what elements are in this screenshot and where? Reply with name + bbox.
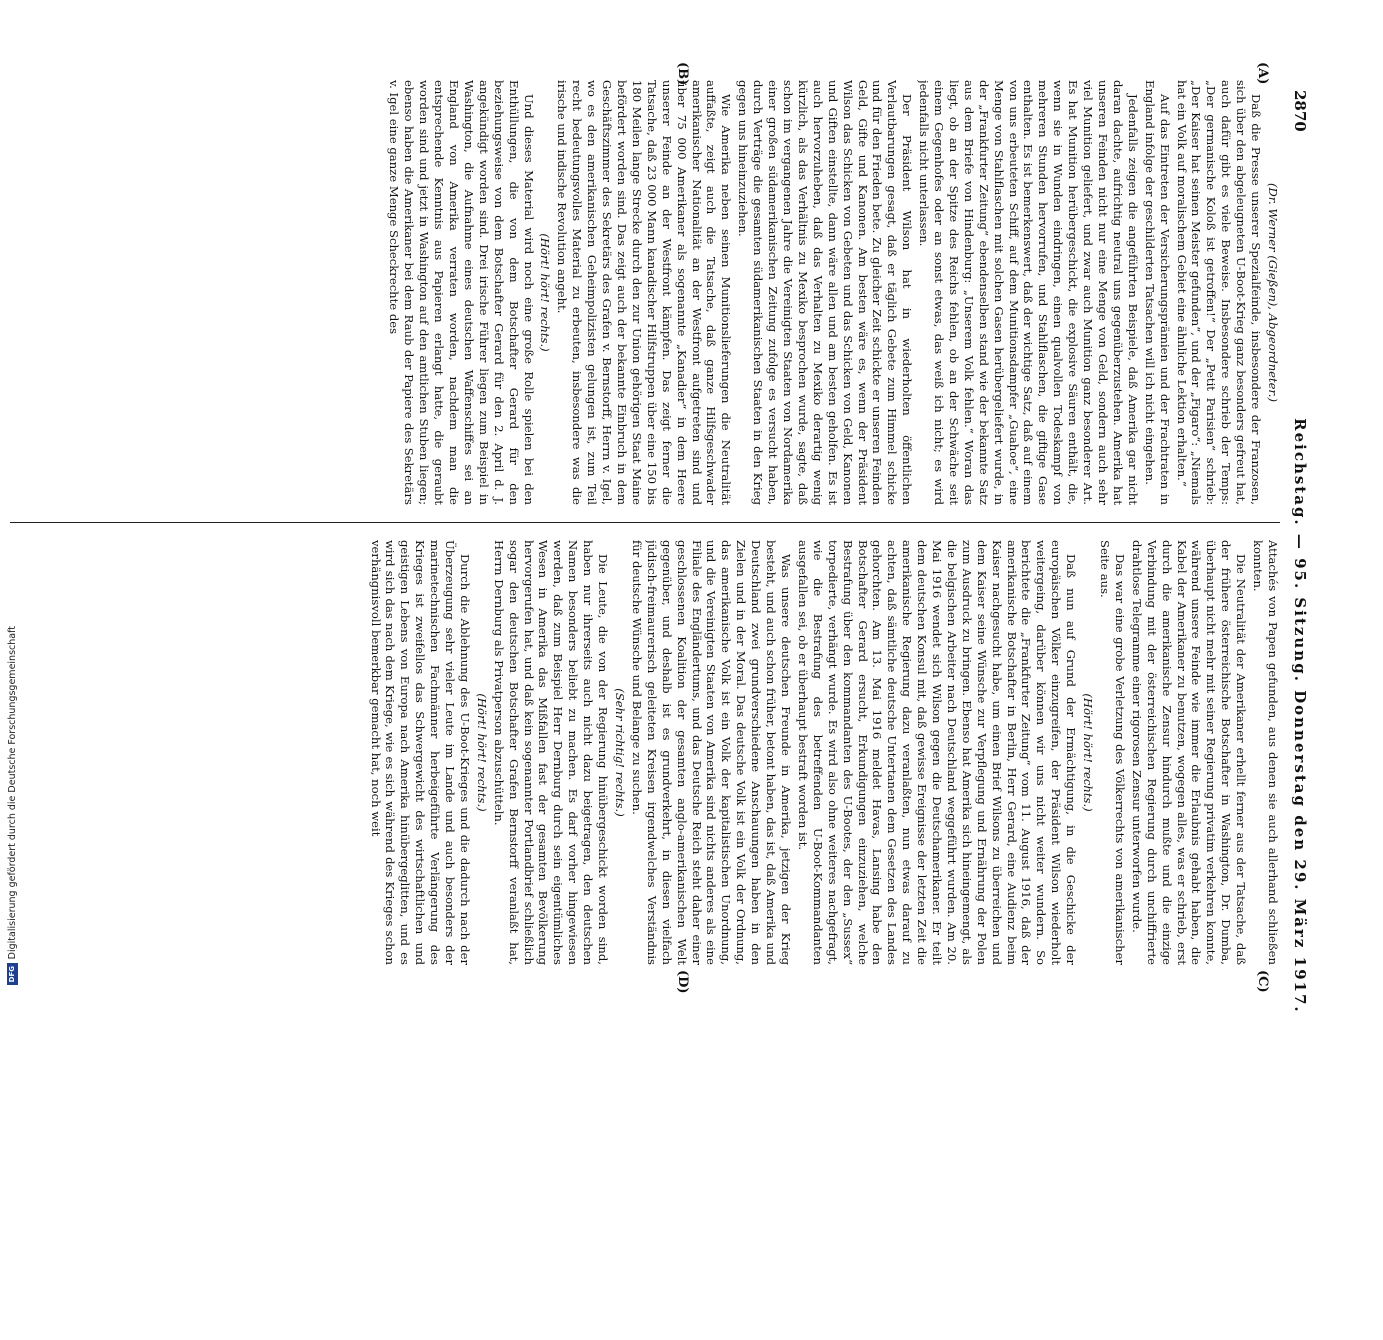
column-divider xyxy=(10,522,1280,523)
margin-marker-d: (D) xyxy=(675,970,690,994)
left-column xyxy=(10,80,1280,505)
right-column xyxy=(10,540,1280,965)
paragraph: Was unsere deutschen Freunde in Amerika, jetzigen der Krieg besteht, und auch schon früher, betont haben, das ist, daß Amerika und Deutschland zwei grundverschiedene Anschauungen haben in den Zielen und in der Moral. Das deutsche Volk ist ein Volk der Ordnung, das amerikanische Volk ist ein Volk der kapitalistischen Unordnung, und die Vereinigten Staaten von Amerika sind nichts anderes als eine Filiale des Engländertums, und das Deutsche Reich steht daher einer geschlossenen Koalition der gesamten anglo-amerikanischen Welt gegenüber, und deshalb ist es grundverkehrt, in diesen vielfach jüdisch-freimaurerisch geleiteten Kreisen irgendwelches Verständnis für deutsche Wünsche und Belange zu suchen. xyxy=(629,540,793,965)
paragraph: Wie Amerika neben seinen Munitionslieferungen die Neutralität auffaßte, zeigt auch die Tatsache, daß ganze Hilfsgeschwader amerikanischer Nationalität an der Westfront aufgetreten sind und über 75 000 Amerikaner als sogenannte „Kanadier“ in dem Heere unserer Feinde an der Westfront kämpfen. Das zeigt ferner die Tatsache, daß 23 000 Mann kanadischer Hilfstruppen über eine 150 bis 180 Meilen lange Strecke durch den zur Union gehörigen Staat Maine befördert worden sind. Das zeigt auch der bekannte Einbruch in dem Geschäftszimmer des Sekretärs des Grafen v. Bernstorff, Herrn v. Igel, wo es den amerikanischen Geheimpolizisten gelungen ist, zum Teil recht bedeutungsvolles Material zu erbeuten, insbesondere was die irische und indische Revolution angeht. xyxy=(555,80,734,505)
paragraph: Attachés von Papen gefunden, aus denen sie auch allerhand schließen konnten. xyxy=(1251,540,1280,965)
running-title: Reichstag. — 95. Sitzung. Donnerstag den 29. März 1917. xyxy=(1291,418,1309,1014)
paragraph: Daß die Presse unserer Spezialfeinde, insbesondere der Franzosen, sich über den abgeleugneten U-Boot-Krieg ganz besonders gefreut hat, auch dafür gibt es viele Beweise. Insbesondere schrieb der Temps: „Der germanische Koloß ist getroffen!“ Der „Petit Parisien“ schrieb: „Der Kaiser hat seinen Meister gefunden“, und der „Figaro“: „Niemals hat ein Volk auf moralischem Gebiet eine ähnliche Lektion erhalten.“ xyxy=(1174,80,1264,505)
dfg-logo-text: DFG xyxy=(8,965,16,983)
paragraph: Und dieses Material wird noch eine große Rolle spielen bei den Enthüllungen, die von dem Botschafter Gerard für den beziehungsweise von dem Botschafter Gerard für den 2. April d. J. angekündigt worden sind. Drei irische Führer liegen zum Beispiel in Washington, die Aufnahme eines deutschen Waffenschiffes sei an England von Amerika verraten worden, nachdem man die entsprechende Kenntnis aus Papieren erlangt hatte, die geraubt worden sind und jetzt in Washington auf den amtlichen Stuben liegen; ebenso haben die Amerikaner bei dem Raub der Papiere des Sekretärs v. Igel eine ganze Menge Scheckrechte des xyxy=(387,80,536,505)
page-header xyxy=(1288,90,1312,1340)
paragraph: Die Neutralität der Amerikaner erhellt ferner aus der Tatsache, daß der frühere österreichische Botschafter in Washington, Dr. Dumba, überhaupt nicht mehr mit seiner Regierung privatim verkehren konnte, während unsere Feinde wie immer die Erlaubnis gehabt haben, die Kabel der Amerikaner zu benutzen, wogegen alles, was er schrieb, erst durch die amerikanische Zensur hindurch mußte und die einzige Verbindung mit der österreichischen Regierung durch unchiffrierte drahtlose Telegramme einer rigorosen Zensur unterworfen wurde. xyxy=(1129,540,1249,965)
interjection: (Hört! hört! rechts.) xyxy=(474,693,489,812)
page-number: 2870 xyxy=(1291,90,1309,132)
paragraph: Durch die Ablehnung des U-Boot-Krieges und die dadurch nach der Überzeugung sehr vieler Leute im Lande und auch besonders der marinetechnischen Fachmänner herbeigeführte Verlängerung des Krieges ist zweifellos das Schwergewicht des wirtschaftlichen und geistigen Lebens von Europa nach Amerika hinübergeglitten, und es wird sich das nach dem Kriege, wie es sich während des Krieges schon verhängnisvoll bemerkbar gemacht hat, noch weit xyxy=(368,540,472,965)
paragraph: Auf das Eintreten der Versicherungsprämien und der Frachtraten in England infolge der geschilderten Tatsachen will ich nicht eingehen. xyxy=(1142,80,1172,505)
digitization-note: Digitalisierung gefördert durch die Deutsche Forschungsgemeinschaft xyxy=(6,625,18,959)
paragraph: Das war eine grobe Verletzung des Völkerrechts von amerikanischer Seite aus. xyxy=(1098,540,1127,965)
interjection: (Hört! hört! rechts.) xyxy=(538,233,553,352)
paragraph: Der Präsident Wilson hat in wiederholten öffentlichen Verlautbarungen gesagt, daß er täglich Gebete zum Himmel schicke und für den Frieden bete. Zu gleicher Zeit schickte er unseren Feinden Geld, Gifte und Kanonen. Am besten wäre es, wenn der Präsident Wilson das Schicken von Gebeten und das Schicken von Geld, Kanonen und Giften einstellte, dann wäre allen und am besten geholfen. Es ist auch hervorzuheben, daß das Verhalten zu Mexiko derartig wenig kürzlich, als das Verhältnis zu Mexiko besprochen wurde, sagte, daß schon im vergangenen Jahre die Vereinigten Staaten von Nordamerika einer großen südamerikanischen Zeitung zufolge es versucht haben, durch Verträge die gesamten südamerikanischen Staaten in den Krieg gegen uns hineinzuziehen. xyxy=(736,80,915,505)
paragraph: Die Leute, die von der Regierung hinübergeschickt worden sind, haben nur ihrerseits auch nicht dazu beigetragen, den deutschen Namen besonders beliebt zu machen. Es darf vorher hingewiesen werden, daß zum Beispiel Herr Dernburg durch sein eigentümliches Wesen in Amerika das Mißfallen fast der gesamten Bevölkerung hervorgerufen hat, und daß kein sogenannter Portlandbrief schließlich sogar den deutschen Botschafter Grafen Bernstorff veranlaßt hat, Herrn Dernburg als Privatperson abzuschütteln. xyxy=(491,540,611,965)
digitization-footer xyxy=(6,20,18,985)
margin-marker-b: (B) xyxy=(675,62,690,86)
dfg-logo xyxy=(7,963,18,985)
interjection: (Sehr richtig! rechts.) xyxy=(613,688,628,817)
margin-marker-c: (C) xyxy=(1255,970,1270,993)
paragraph: Daß nun auf Grund der Ermächtigung, in die Geschicke der europäischen Völker einzugreifen, der Präsident Wilson wiederholt weitergeing, darüber können wir uns nicht weiter wundern. So berichtete die „Frankfurter Zeitung“ vom 11. August 1916, daß der amerikanische Botschafter in Berlin, Herr Gerard, eine Audienz beim Kaiser nachgesucht habe, um einen Brief Wilsons zu überreichen und dem Kaiser seine Wünsche zur Verpflegung und Ernährung der Polen zum Ausdruck zu bringen. Ebenso hat Amerika sich hineingemengt, als die belgischen Arbeiter nach Deutschland weggeführt wurden. Am 20. Mai 1916 wendet sich Wilson gegen die Deutschamerikaner. Er teilt dem deutschen Konsul mit, daß gewisse Ereignisse der letzten Zeit die amerikanische Regierung dazu veranlaßten, nun etwas darauf zu achten, daß sämtliche deutsche Untertanen dem Gesetzen des Landes gehorchten. Am 13. Mai 1916 meldet Havas, Lansing habe den Botschafter Gerard ersucht, Erkundigungen einzuziehen, welche Bestrafung über den kommandanten des U-Bootes, der den „Sussex“ torpedierte, verhängt wurde. Es wird also ohne weiteres nachgefragt, wie die Bestrafung des betreffenden U-Boot-Kommandanten ausgefallen sei, ob er überhaupt bestraft worden ist. xyxy=(795,540,1079,965)
interjection: (Hört! hört! rechts.) xyxy=(1081,693,1096,812)
paragraph: Jedenfalls zeigen die angeführten Beispiele, daß Amerika gar nicht daran dachte, aufrichtig neutral uns gegenüberzustehen. Amerika hat unseren Feinden nicht nur eine Menge von Geld, sondern auch sehr viel Munition geliefert, und zwar auch Munition ganz besonderer Art. Es hat Munition herübergeschickt, die explosive Säuren enthält, die, wenn sie in Wunden eindringen, einen qualvollen Todeskampf von mehreren Stunden hervorrufen, und Stahlflaschen, die giftige Gase enthalten. Es ist bemerkenswert, daß der wichtige Satz, daß auf einem von uns erbeuteten Schiff, auf dem Munitionsdampfer „Guahoe“, eine Menge von Stahlflaschen mit solchen Gasen herübergeliefert wurde, in der „Frankfurter Zeitung“ ebendenselben stand wie der bekannte Satz aus dem Briefe von Hindenburg: „Unserem Volk fehlen.“ Woran das liegt, ob an der Spitze des Reichs fehlen, ob an der Schwäche seit einem Gegenhofes oder an sonst etwas, das weiß ich nicht; es wird jedenfalls nicht unterlassen. xyxy=(917,80,1140,505)
margin-marker-a: (A) xyxy=(1255,62,1270,85)
speaker-line: (Dr. Werner (Gießen), Abgeordneter.) xyxy=(1266,182,1280,403)
